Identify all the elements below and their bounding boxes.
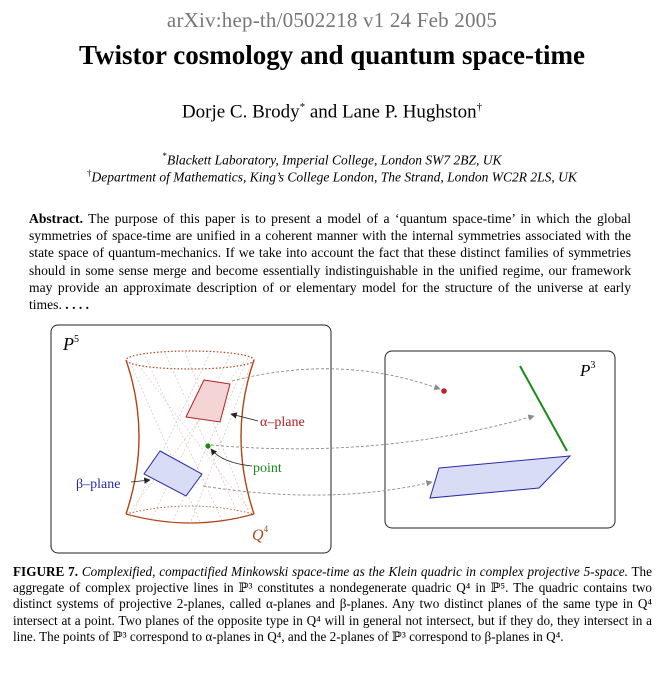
- abstract-text: The purpose of this paper is to present a model of a ‘quantum space-time’ in which the global symmetries of space-time are unified in a coherent manner with the internal symmetries associated with the state space of quantum-mechanics. If we take into account the fact that these distinct families of symmetries should in some sense merge and become essentially indistinguishable in the unified regime, our framework may provide an approximate description of or elementary model for the structure of the universe at early times.: [29, 211, 631, 313]
- author-brody-mark: *: [299, 101, 306, 113]
- author-brody: Dorje C. Brody: [181, 101, 300, 123]
- author-hughston-mark: †: [476, 101, 483, 113]
- figure-caption: [13, 564, 652, 645]
- twistor-point: [441, 388, 447, 394]
- abstract-ellipsis: . . . .: [65, 297, 90, 313]
- affiliation-1-mark: *: [162, 151, 167, 161]
- author-conjunction: and: [309, 101, 338, 123]
- arxiv-identifier: arXiv:hep-th/0502218 v1 24 Feb 2005: [166, 8, 498, 32]
- author-line: [0, 101, 664, 123]
- point-label: point: [253, 461, 282, 476]
- quadric-point: [205, 443, 210, 448]
- figure-klein-quadric: [0, 318, 664, 563]
- caption-label: FIGURE 7.: [13, 564, 78, 579]
- affiliation-1-text: Blackett Laboratory, Imperial College, London SW7 2BZ, UK: [167, 152, 502, 168]
- left-panel-frame: [51, 325, 331, 553]
- alpha-plane-label: α–plane: [260, 415, 305, 430]
- beta-plane-label: β–plane: [76, 477, 121, 492]
- quadric-label: $Q^4$: [252, 524, 269, 544]
- author-hughston: Lane P. Hughston: [342, 101, 477, 123]
- right-panel-label: $P^3$: [580, 360, 596, 380]
- affiliation-2-text: Department of Mathematics, King’s College London, The Strand, London WC2R 2LS, UK: [91, 169, 577, 185]
- affiliation-2: [0, 168, 664, 186]
- abstract: [29, 210, 631, 313]
- affiliation-1: [0, 151, 664, 169]
- caption-heading: Complexified, compactified Minkowski space-time as the Klein quadric in complex projective 5-space.: [81, 564, 628, 579]
- affiliation-2-mark: †: [87, 168, 92, 178]
- left-panel-label: $P^5$: [63, 334, 79, 354]
- caption-body: The aggregate of complex projective lines in ℙ³ constitutes a nondegenerate quadric Q⁴ in ℙ⁵. The quadric contains two distinct systems of projective 2-planes, called α-planes and β-planes. Any two distinct planes of the same type in Q⁴ intersect at a point. Two planes of the opposite type in Q⁴ will in general not intersect, but if they do, they intersect in a line. The points of ℙ³ correspond to α-planes in Q⁴, and the 2-planes of ℙ³ correspond to β-planes in Q⁴.: [13, 564, 652, 644]
- abstract-label: Abstract.: [29, 211, 83, 226]
- paper-title: Twistor cosmology and quantum space-time: [78, 40, 585, 70]
